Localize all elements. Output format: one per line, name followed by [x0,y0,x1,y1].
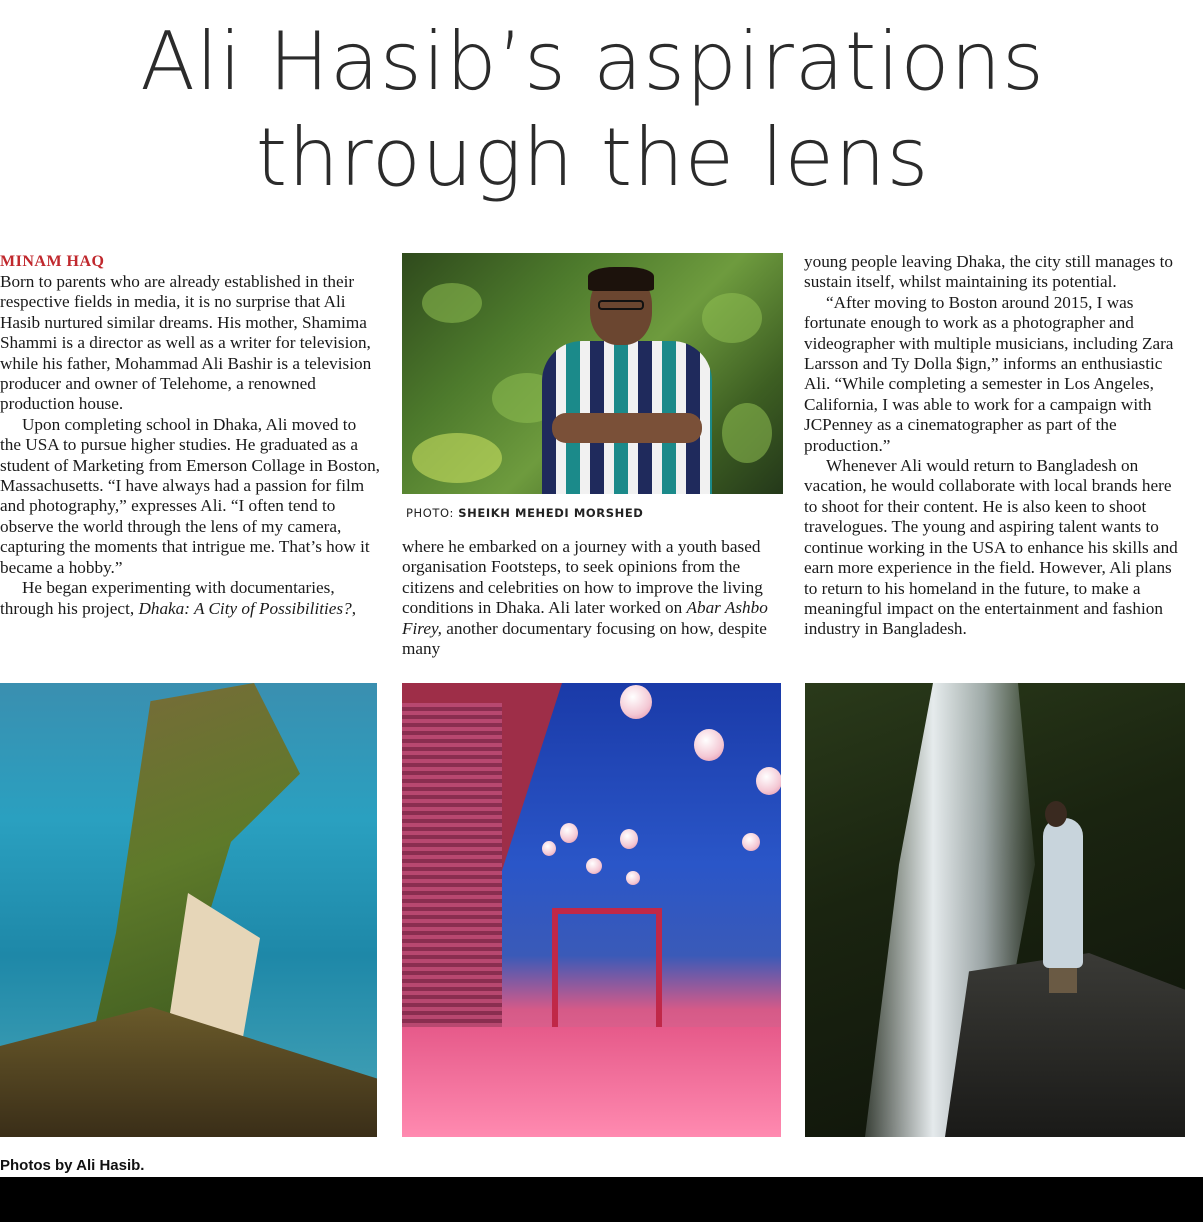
footer-bar [0,1177,1203,1222]
photo-caption [406,506,643,520]
headline [0,14,1185,206]
article-column-3 [804,252,1189,640]
paragraph-5: young people leaving Dhaka, the city still manages to sustain itself, whilst maintaining its potential. [804,252,1173,292]
paragraph-4-end: another documentary focusing on how, despite many [402,618,767,659]
paragraph-3-text: He began experimenting with documentaries, through his project, [0,578,335,618]
documentary-title-1: Dhaka: A City of Possibilities? [138,598,352,618]
paragraph-4 [402,537,784,659]
paragraph-3 [0,578,380,619]
article-column-1 [0,252,380,619]
waterfall-photo [805,683,1185,1137]
author-byline: MINAM HAQ [0,253,105,270]
caption-credit: SHEIKH MEHEDI MORSHED [458,506,644,520]
paragraph-3-end: , [351,598,356,618]
documentary-title-2: Abar Ashbo Firey, [402,598,768,638]
photos-credit: Photos by Ali Hasib. [0,1157,145,1174]
paragraph-2: Upon completing school in Dhaka, Ali moved to the USA to pursue higher studies. He graduated as a student of Marketing from Emerson Collage in Boston, Massachusetts. “I have always had a passion for film and photography,” expresses Ali. “I often tend to observe the world through the lens of my camera, capturing the moments that intrigue me. That’s how it became a hobby.” [0,414,380,577]
headline-line-1: Ali Hasib’s aspirations [140,15,1045,108]
headline-line-2: through the lens [255,111,930,204]
paragraph-7: Whenever Ali would return to Bangladesh on vacation, he would collaborate with local brands here to shoot for their content. He is also keen to shoot travelogues. The young and aspiring talent wants to continue working in the USA to enhance his skills and earn more experience in the field. However, Ali plans to return to his homeland in the future, to make a meaningful impact on the entertainment and fashion industry in Bangladesh. [804,456,1178,639]
cliff-coast-photo [0,683,377,1137]
caption-label: PHOTO: [406,506,459,520]
article-column-2 [402,537,784,659]
paragraph-4-text: where he embarked on a journey with a youth based organisation Footsteps, to seek opinions from the citizens and celebrities on how to improve the living conditions in Dhaka. Ali later worked on [402,537,763,618]
portrait-photo [402,253,783,494]
paragraph-1: Born to parents who are already established in their respective fields in media, it is no surprise that Ali Hasib nurtured similar dreams. His mother, Shamima Shammi is a director as well as a writer for television, while his father, Mohammad Ali Bashir is a television producer and owner of Telehome, a renowned production house. [0,272,372,414]
paragraph-6: “After moving to Boston around 2015, I was fortunate enough to work as a photographer and videographer with multiple musicians, including Zara Larsson and Ty Dolla $ign,” informs an enthusiastic Ali. “While completing a semester in Los Angeles, California, I was able to work for a campaign with JCPenney as a cinematographer as part of the production.” [804,292,1174,455]
chinatown-lanterns-photo [402,683,781,1137]
